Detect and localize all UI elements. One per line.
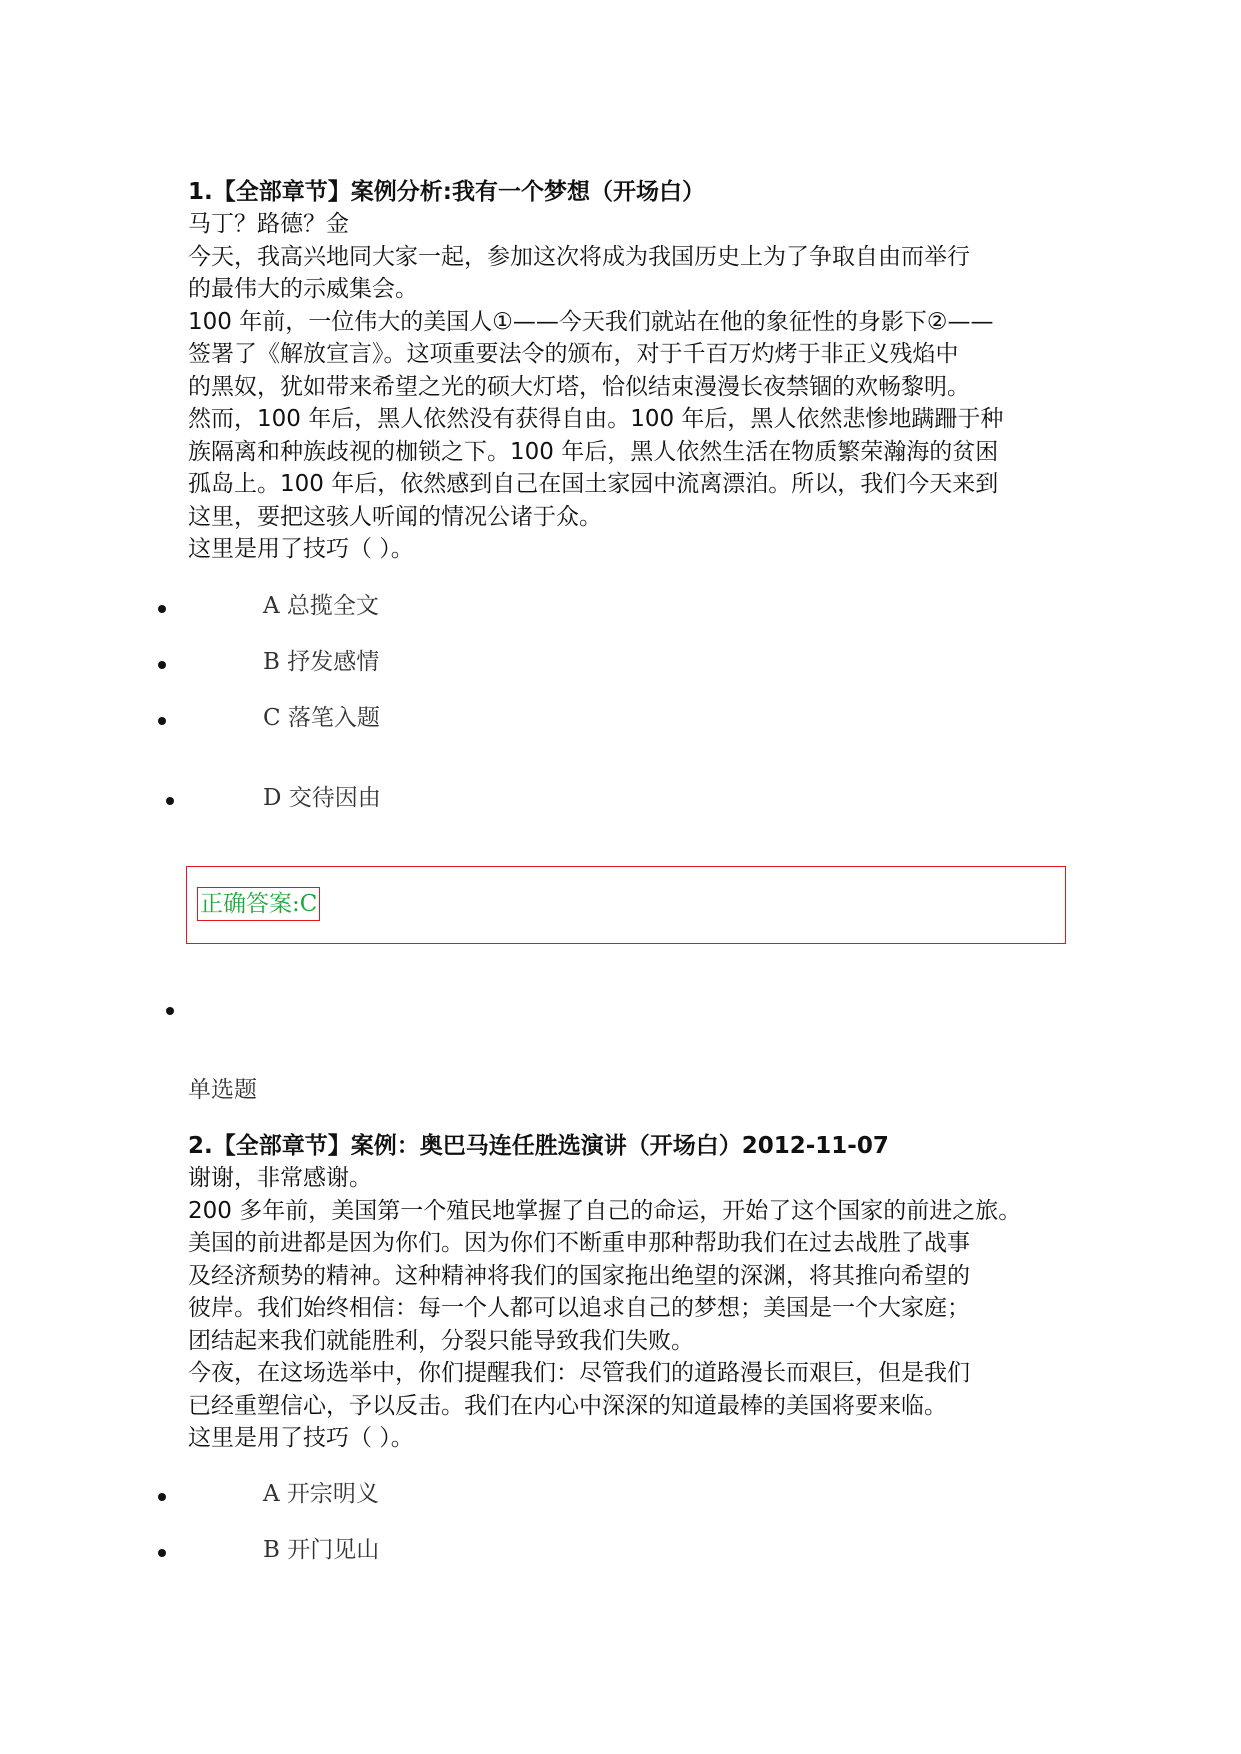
question-2-line: 谢谢，非常感谢。	[188, 1165, 372, 1191]
question-1-line: 的最伟大的示威集会。	[188, 276, 418, 302]
question-2-option-a[interactable]: A 开宗明义	[263, 1481, 379, 1507]
question-1-option-c[interactable]: C 落笔入题	[263, 705, 380, 731]
bullet-icon	[158, 1549, 166, 1557]
question-2-title: 2.【全部章节】案例：奥巴马连任胜选演讲（开场白）2012-11-07	[188, 1133, 889, 1159]
question-1-option-d[interactable]: D 交待因由	[263, 785, 381, 811]
question-1-line: 签署了《解放宣言》。这项重要法令的颁布，对于千百万灼烤于非正义残焰中	[188, 341, 959, 367]
question-1-line: 今天，我高兴地同大家一起，参加这次将成为我国历史上为了争取自由而举行	[188, 243, 970, 270]
question-1-line: 100 年前，一位伟大的美国人①——今天我们就站在他的象征性的身影下②——	[188, 308, 994, 335]
question-1-line: 的黑奴，犹如带来希望之光的硕大灯塔，恰似结束漫漫长夜禁锢的欢畅黎明。	[188, 373, 970, 400]
question-2-line: 200 多年前，美国第一个殖民地掌握了自己的命运，开始了这个国家的前进之旅。	[188, 1197, 1022, 1224]
question-2-line: 团结起来我们就能胜利，分裂只能导致我们失败。	[188, 1327, 694, 1354]
bullet-icon	[158, 605, 166, 613]
bullet-icon	[158, 717, 166, 725]
question-1-line: 孤岛上。100 年后，依然感到自己在国土家园中流离漂泊。所以，我们今天来到	[188, 471, 999, 497]
question-2-line: 美国的前进都是因为你们。因为你们不断重申那种帮助我们在过去战胜了战事	[188, 1230, 970, 1256]
question-1-line: 这里是用了技巧（ ）。	[188, 536, 414, 562]
question-1-line: 族隔离和种族歧视的枷锁之下。100 年后，黑人依然生活在物质繁荣瀚海的贫困	[188, 438, 999, 465]
bullet-icon	[166, 1007, 174, 1015]
question-2-line: 这里是用了技巧（ ）。	[188, 1425, 414, 1451]
question-1-option-a[interactable]: A 总揽全文	[263, 593, 379, 619]
question-type-label: 单选题	[188, 1077, 257, 1103]
question-1-option-b[interactable]: B 抒发感情	[263, 649, 380, 675]
bullet-icon	[166, 797, 174, 805]
question-2-line: 彼岸。我们始终相信：每一个人都可以追求自己的梦想；美国是一个大家庭；	[188, 1295, 970, 1321]
correct-answer: 正确答案:C	[197, 887, 320, 921]
question-2-option-b[interactable]: B 开门见山	[263, 1537, 380, 1563]
question-1-line: 这里，要把这骇人听闻的情况公诸于众。	[188, 503, 602, 530]
answer-panel	[186, 866, 1066, 944]
question-2-body	[188, 1162, 1088, 1455]
question-1-body	[188, 208, 1088, 566]
question-1-title: 1.【全部章节】案例分析:我有一个梦想（开场白）	[188, 179, 705, 205]
question-1-line: 马丁？路德？金	[188, 211, 349, 237]
question-2-line: 今夜，在这场选举中，你们提醒我们：尽管我们的道路漫长而艰巨，但是我们	[188, 1360, 970, 1386]
question-1-line: 然而，100 年后，黑人依然没有获得自由。100 年后，黑人依然悲惨地蹒跚于种	[188, 406, 1004, 432]
bullet-icon	[158, 1493, 166, 1501]
bullet-icon	[158, 661, 166, 669]
question-2-line: 及经济颓势的精神。这种精神将我们的国家拖出绝望的深渊，将其推向希望的	[188, 1262, 970, 1289]
question-2-line: 已经重塑信心，予以反击。我们在内心中深深的知道最棒的美国将要来临。	[188, 1392, 947, 1419]
